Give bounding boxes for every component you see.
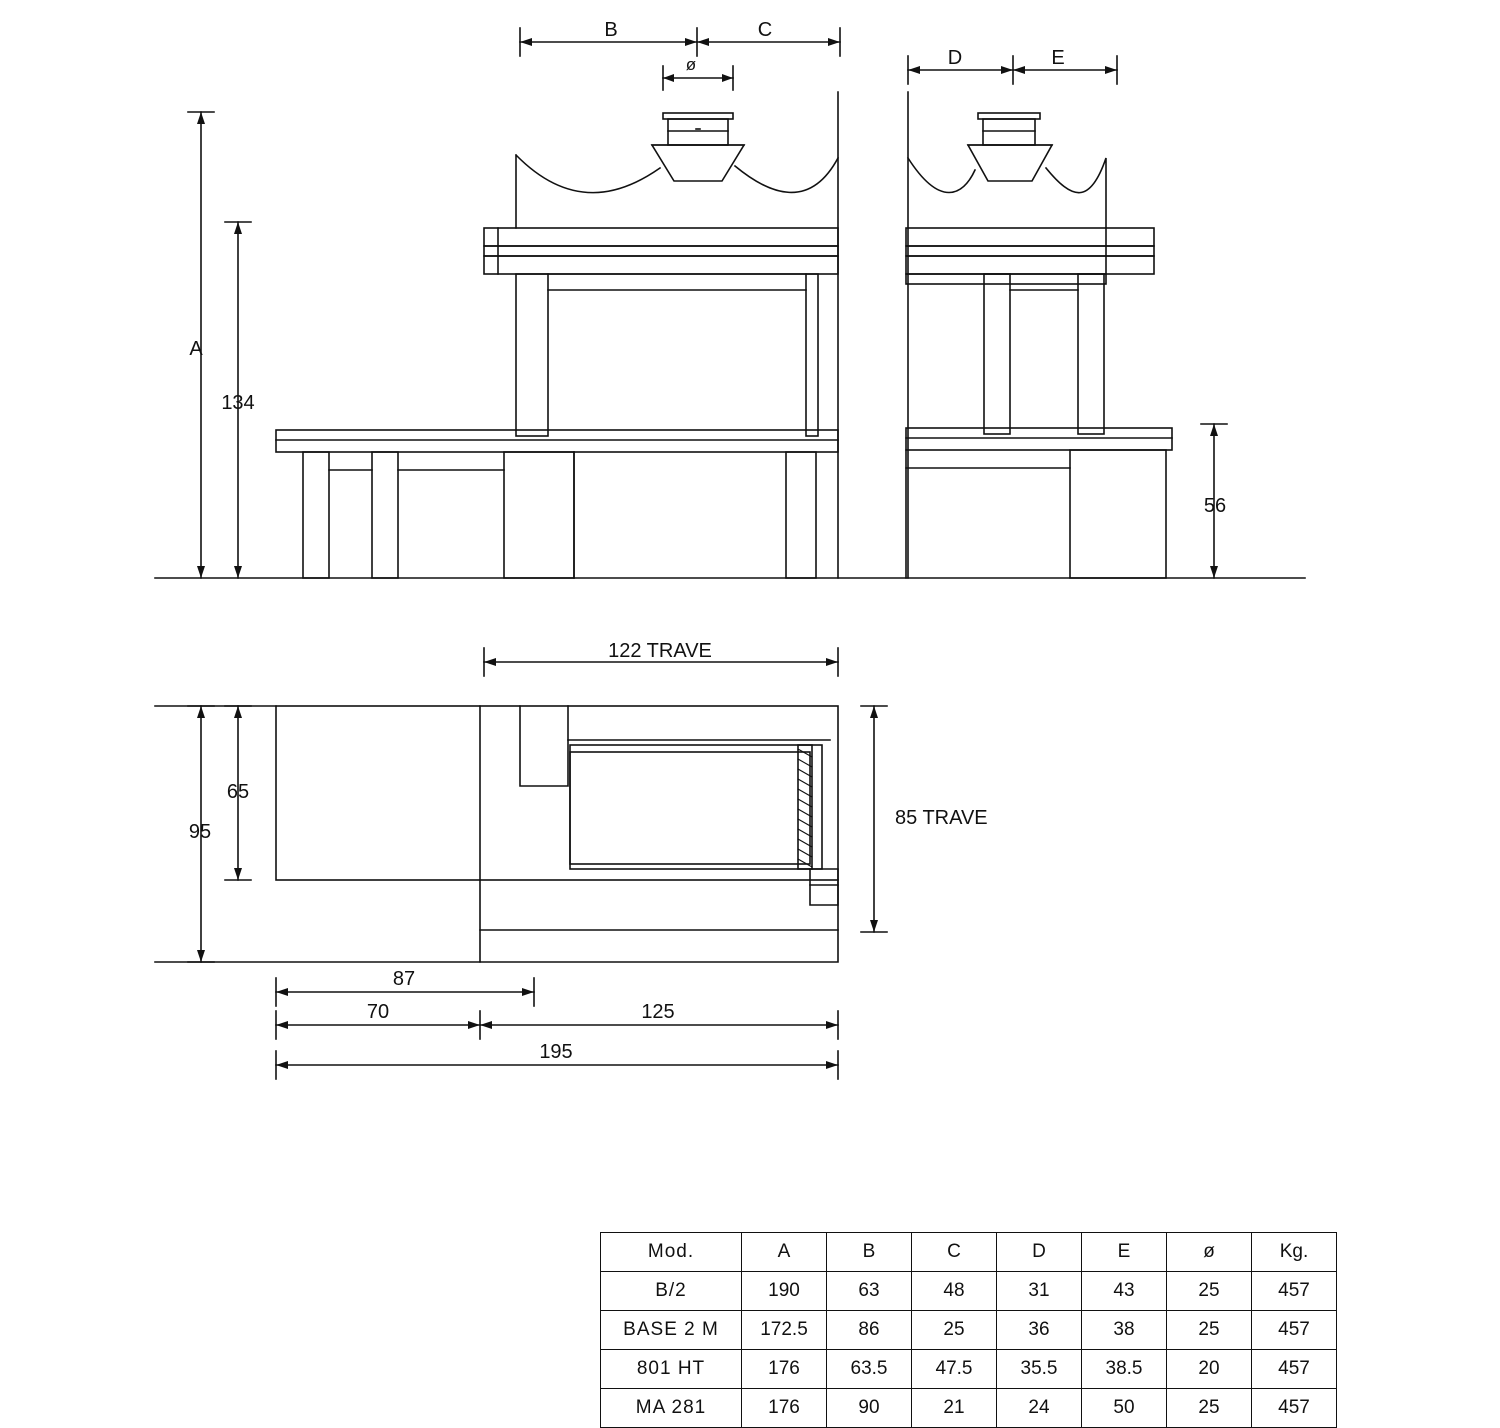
cell-b: 63 [827, 1272, 912, 1311]
cell-mod: 801 HT [601, 1350, 742, 1389]
cell-e: 50 [1082, 1389, 1167, 1428]
cell-mod: B/2 [601, 1272, 742, 1311]
dim-label-125: 125 [641, 1001, 675, 1023]
cell-a: 176 [742, 1389, 827, 1428]
table-header-d: D [997, 1233, 1082, 1272]
cell-c: 47.5 [912, 1350, 997, 1389]
dim-label-A: A [189, 338, 203, 360]
cell-kg: 457 [1252, 1272, 1337, 1311]
table-header-kg: Kg. [1252, 1233, 1337, 1272]
cell-a: 190 [742, 1272, 827, 1311]
table-header-row [601, 1233, 1337, 1272]
cell-kg: 457 [1252, 1350, 1337, 1389]
cell-d: 36 [997, 1311, 1082, 1350]
table-row [601, 1311, 1337, 1350]
dim-label-70: 70 [366, 1001, 390, 1023]
table-header-b: B [827, 1233, 912, 1272]
dim-label-134: 134 [221, 392, 255, 414]
table-row [601, 1350, 1337, 1389]
table-header-diameter: ø [1167, 1233, 1252, 1272]
cell-c: 21 [912, 1389, 997, 1428]
cell-mod: BASE 2 M [601, 1311, 742, 1350]
cell-diameter: 25 [1167, 1389, 1252, 1428]
cell-kg: 457 [1252, 1389, 1337, 1428]
cell-diameter: 20 [1167, 1350, 1252, 1389]
cell-b: 86 [827, 1311, 912, 1350]
cell-e: 43 [1082, 1272, 1167, 1311]
dim-label-beam-width: 122 TRAVE [608, 640, 712, 662]
dim-label-diameter: ø [685, 55, 697, 74]
cell-e: 38 [1082, 1311, 1167, 1350]
dim-label-95: 95 [188, 821, 212, 843]
cell-d: 35.5 [997, 1350, 1082, 1389]
table-header-mod: Mod. [601, 1233, 742, 1272]
cell-diameter: 25 [1167, 1311, 1252, 1350]
cell-diameter: 25 [1167, 1272, 1252, 1311]
dim-label-beam-depth: 85 TRAVE [895, 807, 988, 829]
table-header-c: C [912, 1233, 997, 1272]
dim-label-56: 56 [1203, 495, 1227, 517]
specification-table [600, 1232, 1337, 1428]
cell-kg: 457 [1252, 1311, 1337, 1350]
table-header-e: E [1082, 1233, 1167, 1272]
dim-label-B: B [604, 19, 618, 41]
cell-b: 63.5 [827, 1350, 912, 1389]
table-row [601, 1389, 1337, 1428]
table-header-a: A [742, 1233, 827, 1272]
cell-b: 90 [827, 1389, 912, 1428]
table-row [601, 1272, 1337, 1311]
cell-a: 172.5 [742, 1311, 827, 1350]
dim-label-65: 65 [226, 781, 250, 803]
cell-c: 48 [912, 1272, 997, 1311]
dim-label-195: 195 [539, 1041, 573, 1063]
cell-d: 24 [997, 1389, 1082, 1428]
cell-e: 38.5 [1082, 1350, 1167, 1389]
dim-label-D: D [947, 47, 963, 69]
cell-mod: MA 281 [601, 1389, 742, 1428]
dim-label-87: 87 [392, 968, 416, 990]
cell-c: 25 [912, 1311, 997, 1350]
dim-label-E: E [1051, 47, 1065, 69]
cell-d: 31 [997, 1272, 1082, 1311]
dim-label-C: C [757, 19, 773, 41]
cell-a: 176 [742, 1350, 827, 1389]
